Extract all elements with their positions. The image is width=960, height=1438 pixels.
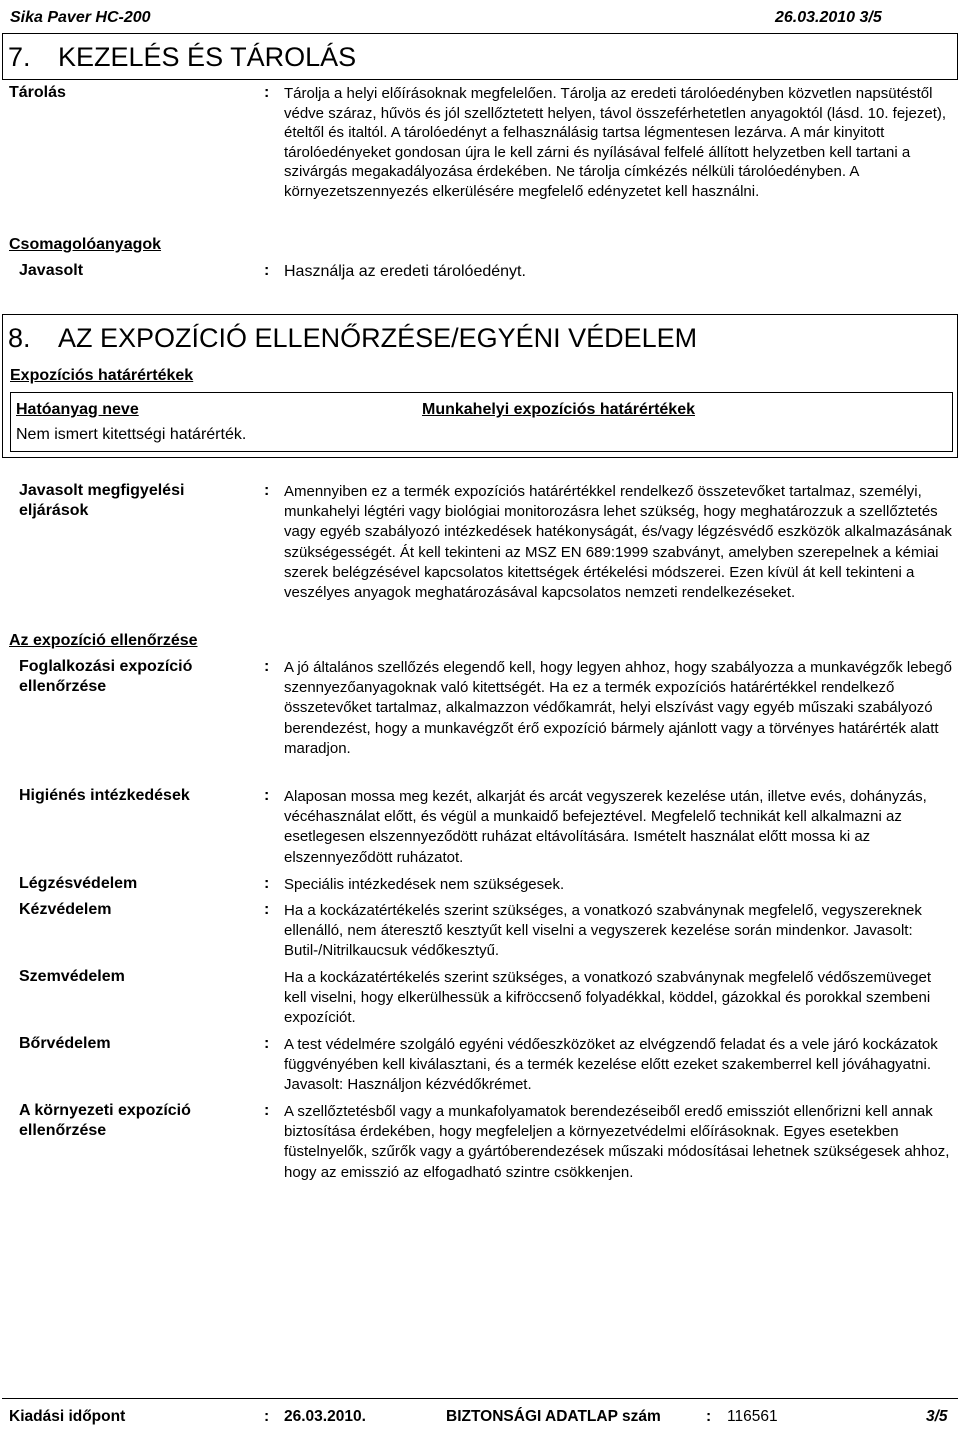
footer-page: 3/5: [926, 1408, 948, 1425]
skin-text: A test védelmére szolgáló egyéni védőeszközöket az elvégzendő feladat és a vele járó kockázatok függvényében kell kiválasztani, és a termék kezelése előtt ezeket szakemberrel kell jóváhagyatni. Javasolt: Használjon kézvédőkrémet.: [284, 1036, 938, 1094]
monitoring-label: Javasolt megfigyelési eljárások: [19, 482, 185, 519]
packaging-label: Csomagolóanyagok: [9, 236, 162, 253]
hygiene-label: Higiénés intézkedések: [19, 787, 190, 804]
env-text: A szellőztetésből vagy a munkafolyamatok berendezéseiből eredő emissziót ellenőrizni kell annak biztosítása érdekében, hogy megfeleljen a környezetvédelmi előírásoknak. Egyes esetekben füstelnyelők, szűrők vagy a gyártóberendezések műszaki módosításai lehetnek szükségesek ahhoz, hogy az emisszió az elfogadható szintre csökkenjen.: [284, 1103, 950, 1181]
exposure-limits-table: [10, 392, 953, 452]
hygiene-colon: :: [264, 787, 270, 804]
hand-colon: :: [264, 901, 270, 918]
hand-text: Ha a kockázatértékelés szerint szükséges, a vonatkozó szabványnak megfelelő, vegyszereknek ellenálló, nem áteresztő kesztyűt kell viselni a vegyszerek kezelése során mindenkor. Javasolt: Butil-/Nitrilkaucsuk védőkesztyű.: [284, 902, 922, 960]
respiratory-label: Légzésvédelem: [19, 875, 138, 892]
footer-sds-label: BIZTONSÁGI ADATLAP szám: [446, 1408, 661, 1425]
section-8-heading-box: [2, 314, 958, 458]
storage-label: Tárolás: [9, 84, 66, 101]
exposure-limits-label: Expozíciós határértékek: [10, 367, 194, 384]
section-7-heading-box: [2, 33, 958, 80]
storage-text: Tárolja a helyi előírásoknak megfelelően. Tárolja az eredeti tárolóedényben közvetlen napsütéstől védve száraz, hűvös és jól szellőztetett helyen, távol összeférhetetlen anyagoktól (lásd. 10. fejezet), ételtől és italtól. A tárolóedényt a felhasználásig tartsa légmentesen lezárva. A már kinyitott tárolóedényeket gondosan újra le kell zárni és nyílásával felfelé állított helyzetben kell tartani a szivárgás megakadályozása érdekében. Ne tárolja címkézés nélküli tárolóedényben. A környezetszennyezés elkerülésére megfelelő edényzetet kell használni.: [284, 85, 947, 200]
footer-issue-label: Kiadási időpont: [9, 1408, 126, 1425]
monitoring-text: Amennyiben ez a termék expozíciós határértékkel rendelkező összetevőket tartalmaz, személyi, munkahelyi légtéri vagy biológiai monitorozásra lehet szükség, hogy meghatározzuk a szellőztetés vagy egyéb szabályozó intézkedések hatékonyságát, és/vagy légzésvédő eszközök alkalmazásának szükségességét. Át kell tekinteni az MSZ EN 689:1999 szabványt, amelyben szerepelnek a kémiai szerek belégzésével kapcsolatos kitettségek értékelési módszerei. Ezen kívül át kell tekinteni a veszélyes anyagok meghatározásával kapcsolatos nemzeti rendelkezéseket.: [284, 483, 952, 602]
section-7-number: 7.: [8, 42, 31, 72]
footer-issue-colon: :: [264, 1408, 270, 1425]
col-limits-header: Munkahelyi expozíciós határértékek: [422, 401, 695, 418]
hygiene-text: Alaposan mossa meg kezét, alkarját és arcát vegyszerek kezelése után, illetve evés, dohányzás, vécéhasználat előtt, és végül a munkaidő befejeztével. Megfelelő technikát kell alkalmazni az esetlegesen elszennyeződött ruházat eltávolítására. Ismételt használat előtt mossa ki az elszennyeződött ruházatot.: [284, 788, 927, 866]
document-date-page: 26.03.2010 3/5: [775, 9, 882, 26]
exposure-control-label: Az expozíció ellenőrzése: [9, 632, 198, 649]
recommended-colon: :: [264, 262, 270, 279]
recommended-label: Javasolt: [19, 262, 84, 279]
section-8-title-text: AZ EXPOZÍCIÓ ELLENŐRZÉSE/EGYÉNI VÉDELEM: [58, 323, 698, 353]
section-7-title: [8, 42, 356, 73]
hand-label: Kézvédelem: [19, 901, 112, 918]
eye-text: Ha a kockázatértékelés szerint szükséges, a vonatkozó szabványnak megfelelő védőszemüveget kell viselni, hogy elkerülhessük a kifröccsenő folyadékkal, köddel, gázokkal és porokkal szembeni expozíciót.: [284, 969, 932, 1027]
footer-issue-date: 26.03.2010.: [284, 1408, 366, 1425]
col-substance-header: Hatóanyag neve: [16, 401, 139, 418]
env-label: A környezeti expozíció ellenőrzése: [19, 1102, 191, 1139]
respiratory-text: Speciális intézkedések nem szükségesek.: [284, 876, 565, 893]
env-colon: :: [264, 1102, 270, 1119]
footer-rule: [2, 1398, 958, 1399]
occupational-label: Foglalkozási expozíció ellenőrzése: [19, 658, 193, 695]
footer-sds-colon: :: [706, 1408, 712, 1425]
skin-colon: :: [264, 1035, 270, 1052]
skin-label: Bőrvédelem: [19, 1035, 111, 1052]
section-8-title: [8, 323, 697, 354]
no-limit-text: Nem ismert kitettségi határérték.: [16, 426, 247, 443]
eye-label: Szemvédelem: [19, 968, 125, 985]
section-8-number: 8.: [8, 323, 31, 353]
monitoring-colon: :: [264, 482, 270, 499]
respiratory-colon: :: [264, 875, 270, 892]
footer-sds-number: 116561: [727, 1408, 778, 1425]
document-product-name: Sika Paver HC-200: [10, 9, 151, 26]
occupational-text: A jó általános szellőzés elegendő kell, hogy legyen ahhoz, hogy szabályozza a munkavégzők lebegő szennyezőanyagoknak való kitettségét. Ha ez a termék expozíciós határértékkel rendelkező összetevőket tartalmaz, alkalmazzon védőkamrát, helyi elszívást vagy egyéb műszaki szabályozó berendezést, hogy a munkavégzőt érő expozíció bármely ajánlott vagy a törvényes határérték alatt maradjon.: [284, 659, 952, 757]
recommended-text: Használja az eredeti tárolóedényt.: [284, 263, 526, 280]
storage-colon: :: [264, 84, 270, 101]
occupational-colon: :: [264, 658, 270, 675]
section-7-title-text: KEZELÉS ÉS TÁROLÁS: [58, 42, 357, 72]
